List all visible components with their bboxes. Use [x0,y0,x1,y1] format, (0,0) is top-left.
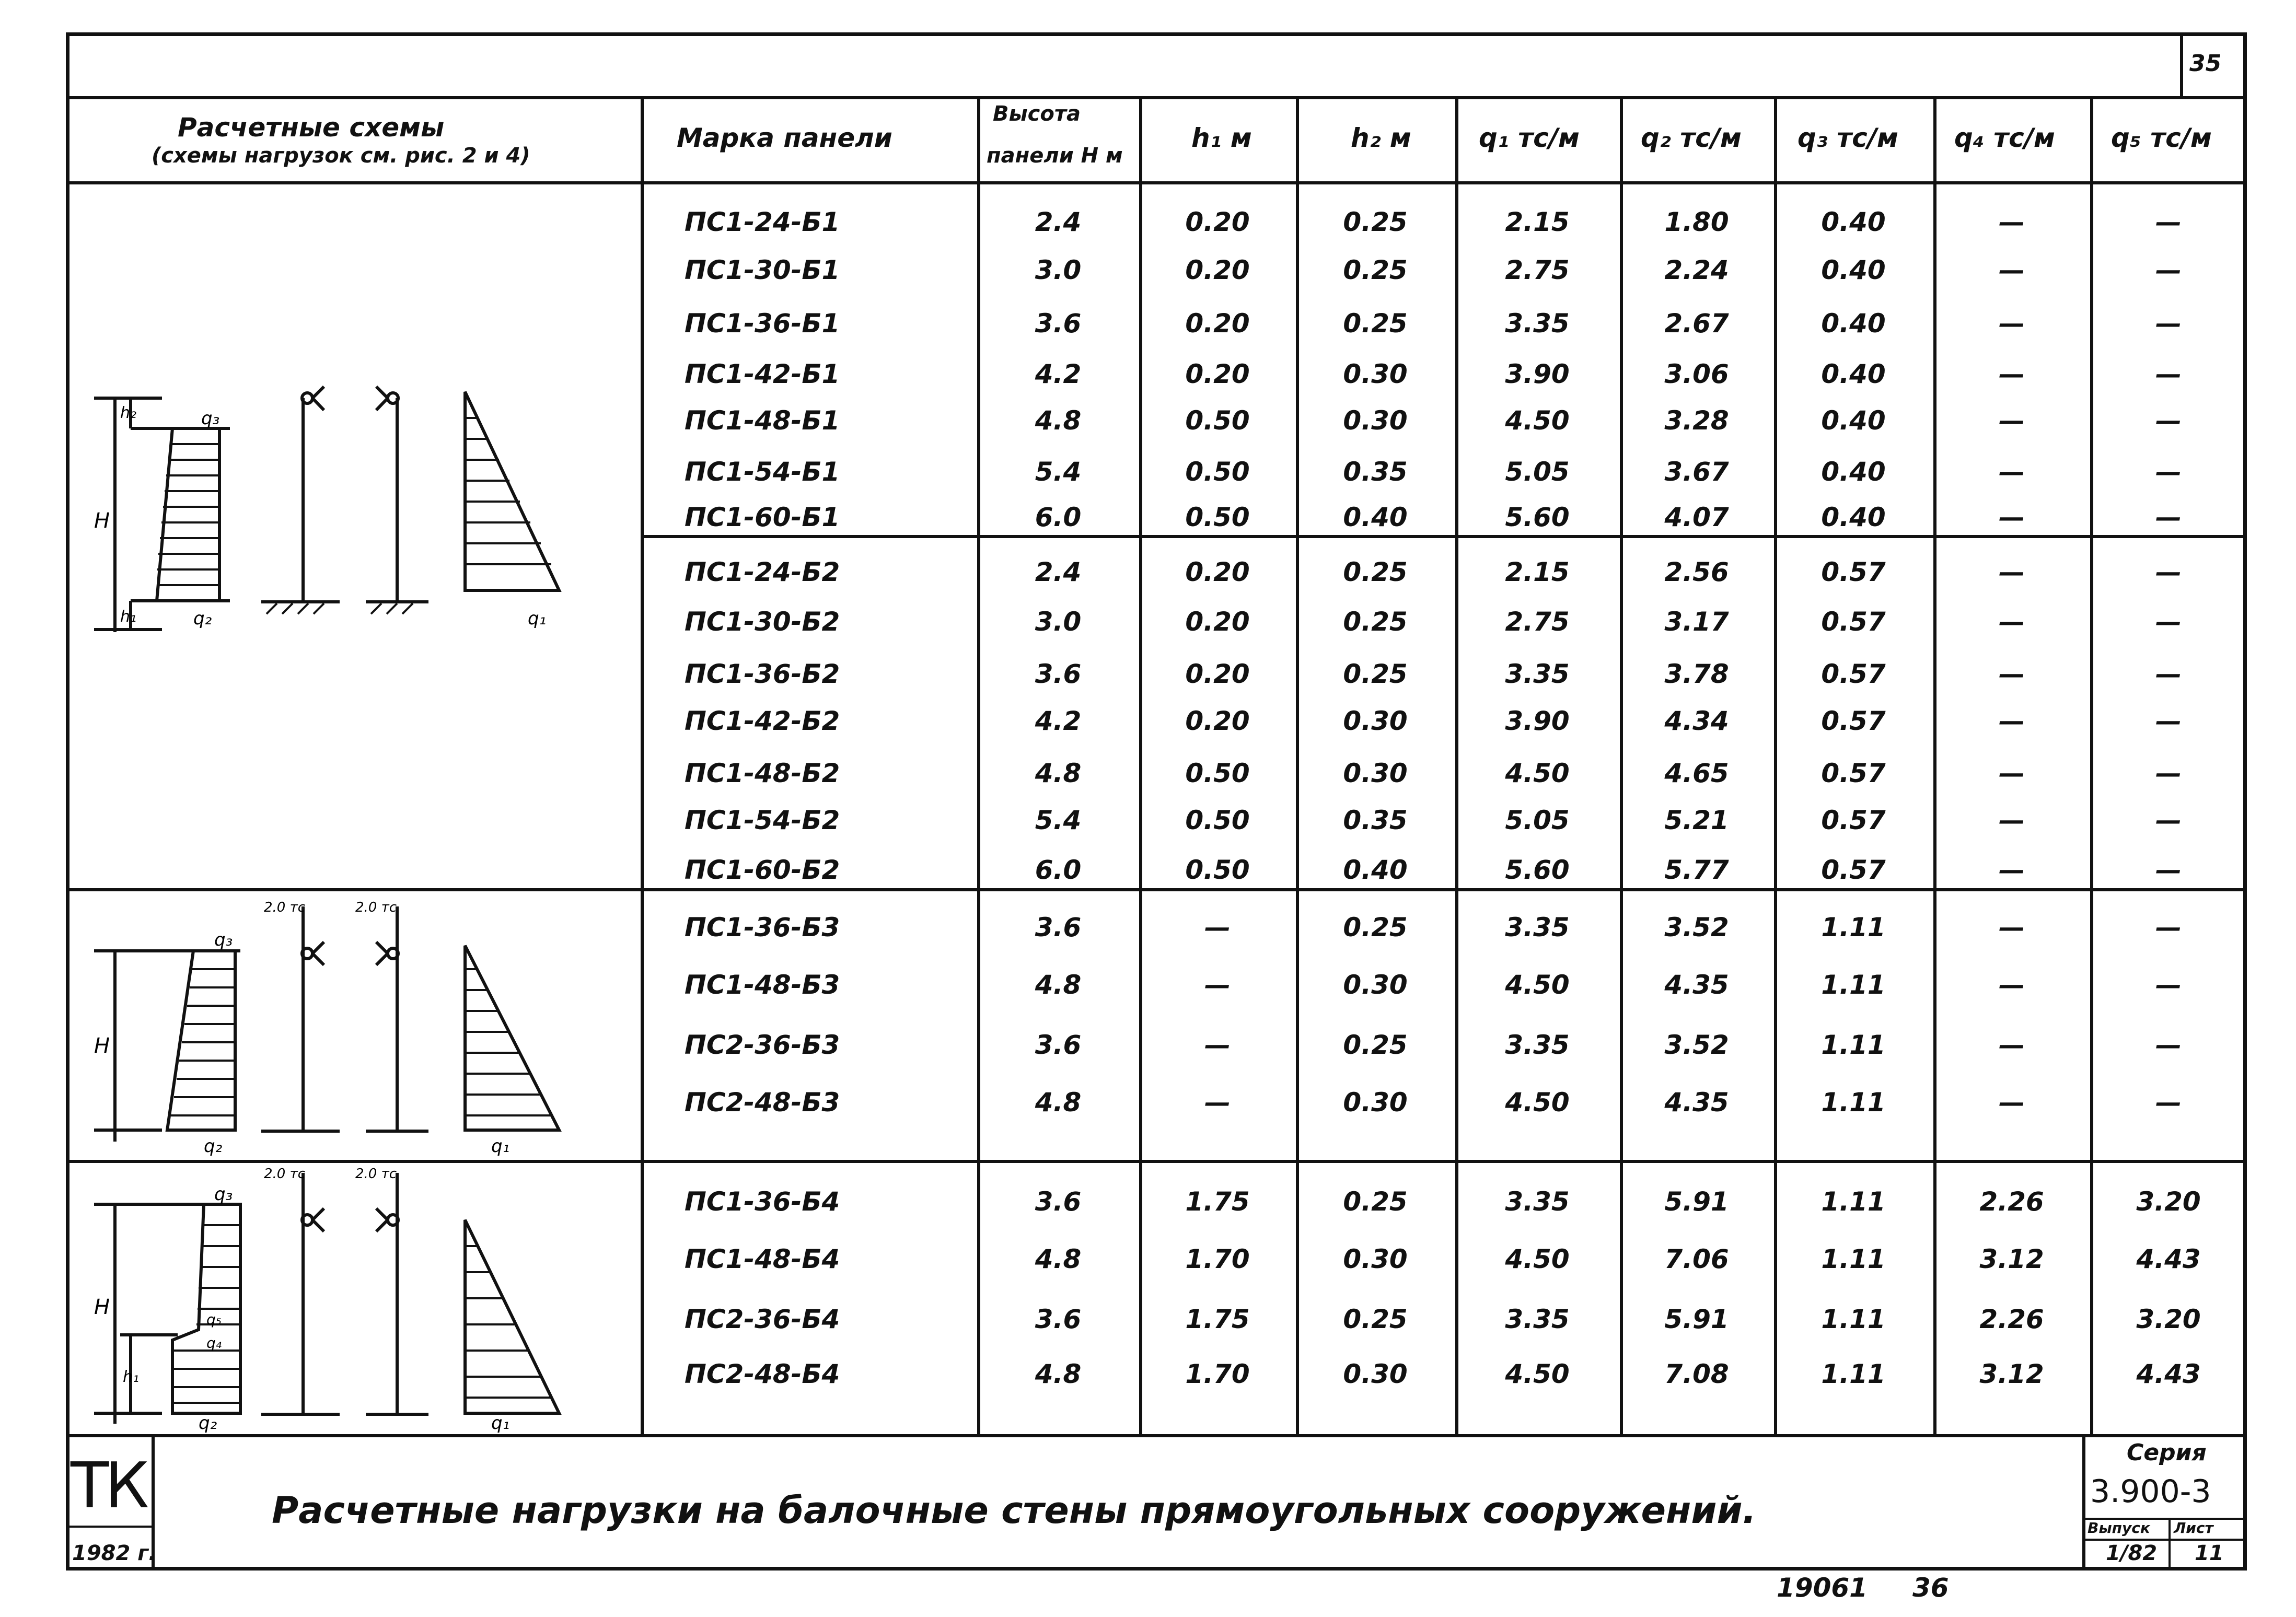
diagram-label-q1: q₁ [491,1413,510,1434]
value-cell-q1: 4.50 [1505,1087,1570,1118]
value-cell-q5: 4.43 [2136,1244,2201,1274]
value-cell-h1: — [1204,1087,1231,1118]
value-cell-h: 3.0 [1035,255,1082,285]
value-cell-h1: 0.50 [1185,855,1250,885]
panel-mark-cell: ПС1-48-Б2 [685,758,840,788]
value-cell-q1: 4.50 [1505,405,1570,436]
value-cell-q2: 3.52 [1664,1030,1729,1060]
panel-mark-cell: ПС1-48-Б4 [685,1244,840,1274]
value-cell-q1: 5.60 [1505,502,1570,532]
value-cell-q3: 0.57 [1821,607,1886,637]
value-cell-h1: 0.20 [1185,255,1250,285]
header-q1: q₁ тс/м [1479,123,1580,153]
header-schemes-sub: (схемы нагрузок см. рис. 2 и 4) [152,144,530,168]
value-cell-h: 3.6 [1035,1030,1082,1060]
value-cell-q4: — [1999,457,2025,487]
header-q4: q₄ тс/м [1954,123,2055,153]
value-cell-q2: 5.77 [1664,855,1729,885]
panel-mark-cell: ПС2-48-Б4 [685,1359,840,1389]
value-cell-q3: 0.40 [1821,405,1886,436]
value-cell-q5: — [2155,607,2182,637]
value-cell-q5: — [2155,405,2182,436]
col-line-h2 [1296,96,1299,1434]
scheme-diagram-b1-b2 [73,366,637,658]
value-cell-h1: 0.20 [1185,607,1250,637]
value-cell-q5: — [2155,912,2182,943]
value-cell-q2: 2.56 [1664,557,1729,587]
value-cell-q5: 3.20 [2136,1186,2201,1217]
value-cell-q1: 3.35 [1505,659,1570,689]
group-separator-3-4 [66,1160,2247,1163]
value-cell-q4: — [1999,359,2025,389]
value-cell-h2: 0.30 [1343,1087,1408,1118]
header-q2: q₂ тс/м [1641,123,1742,153]
diagram-label-force-left: 2.0 тс [264,1166,306,1182]
value-cell-q3: 0.57 [1821,805,1886,835]
value-cell-h1: — [1204,1030,1231,1060]
value-cell-q5: — [2155,659,2182,689]
value-cell-q2: 5.91 [1664,1304,1729,1334]
value-cell-q4: 2.26 [1979,1304,2044,1334]
value-cell-h: 3.6 [1035,1304,1082,1334]
value-cell-q1: 2.15 [1505,207,1570,237]
value-cell-h1: 0.20 [1185,308,1250,339]
header-schemes: Расчетные схемы [178,112,445,143]
value-cell-h1: 0.20 [1185,557,1250,587]
sheet-index: 11 [2195,1541,2224,1565]
value-cell-h2: 0.25 [1343,557,1408,587]
value-cell-q2: 5.91 [1664,1186,1729,1217]
value-cell-h2: 0.25 [1343,308,1408,339]
value-cell-h2: 0.30 [1343,758,1408,788]
panel-mark-cell: ПС1-36-Б3 [685,912,840,943]
value-cell-q2: 1.80 [1664,207,1729,237]
series-number: 3.900-3 [2090,1473,2211,1510]
value-cell-q5: — [2155,758,2182,788]
value-cell-q2: 4.34 [1664,706,1729,736]
value-cell-h2: 0.30 [1343,405,1408,436]
value-cell-h2: 0.25 [1343,1304,1408,1334]
col-line-q3 [1774,96,1777,1434]
tk-logo: ТК [71,1450,145,1522]
value-cell-h1: 0.50 [1185,758,1250,788]
value-cell-q5: — [2155,457,2182,487]
value-cell-q3: 0.40 [1821,457,1886,487]
value-cell-h2: 0.25 [1343,1186,1408,1217]
diagram-label-q3: q₃ [214,929,233,950]
value-cell-q1: 2.75 [1505,607,1570,637]
panel-mark-cell: ПС1-42-Б2 [685,706,840,736]
value-cell-q2: 4.35 [1664,1087,1729,1118]
value-cell-q5: — [2155,970,2182,1000]
value-cell-h: 5.4 [1035,805,1082,835]
value-cell-q5: — [2155,557,2182,587]
diagram-label-H: Н [94,1295,110,1319]
value-cell-h: 3.6 [1035,659,1082,689]
value-cell-q4: — [1999,557,2025,587]
value-cell-q3: 1.11 [1821,1244,1886,1274]
group-separator-2-3 [66,888,2247,891]
value-cell-q4: — [1999,659,2025,689]
value-cell-q5: 3.20 [2136,1304,2201,1334]
diagram-label-q3: q₃ [201,408,220,429]
header-bottom-line [66,181,2247,184]
diagram-label-h1: h₁ [120,608,137,626]
value-cell-q1: 5.60 [1505,855,1570,885]
header-mark: Марка панели [677,123,892,153]
scheme-diagram-b4 [73,1168,637,1432]
value-cell-h1: — [1204,912,1231,943]
col-line-height [977,96,980,1434]
page-number: 36 [1912,1573,1949,1603]
inventory-number: 19061 [1777,1573,1868,1603]
diagram-label-force-right: 2.0 тс [355,1166,397,1182]
value-cell-q2: 5.21 [1664,805,1729,835]
value-cell-q4: — [1999,706,2025,736]
value-cell-h: 3.6 [1035,308,1082,339]
value-cell-q3: 0.40 [1821,502,1886,532]
col-line-h1 [1139,96,1142,1434]
col-line-mark [641,96,644,1434]
value-cell-q4: — [1999,758,2025,788]
value-cell-h: 4.8 [1035,405,1082,436]
col-line-q4 [1933,96,1936,1434]
panel-mark-cell: ПС1-30-Б1 [685,255,840,285]
series-label: Серия [2127,1439,2207,1466]
value-cell-h: 2.4 [1035,207,1082,237]
issue-label: Выпуск [2088,1519,2150,1537]
title-year-divider [66,1526,152,1528]
panel-mark-cell: ПС2-48-Б3 [685,1087,840,1118]
value-cell-q4: 3.12 [1979,1244,2044,1274]
table-bottom-line [66,1434,2247,1437]
panel-mark-cell: ПС1-48-Б3 [685,970,840,1000]
diagram-label-H: Н [94,509,110,533]
value-cell-q5: — [2155,1030,2182,1060]
value-cell-h1: 0.50 [1185,457,1250,487]
value-cell-q4: — [1999,607,2025,637]
value-cell-h: 4.8 [1035,1244,1082,1274]
diagram-label-q2: q₂ [193,608,212,629]
value-cell-q1: 4.50 [1505,758,1570,788]
value-cell-q1: 4.50 [1505,970,1570,1000]
sheet-number: 35 [2189,50,2222,77]
panel-mark-cell: ПС1-36-Б2 [685,659,840,689]
value-cell-q2: 3.06 [1664,359,1729,389]
value-cell-h2: 0.25 [1343,912,1408,943]
value-cell-q5: 4.43 [2136,1359,2201,1389]
value-cell-h1: 1.70 [1185,1244,1250,1274]
title-issue-divider-v [2169,1518,2171,1571]
value-cell-q4: — [1999,855,2025,885]
value-cell-q5: — [2155,706,2182,736]
value-cell-q2: 7.08 [1664,1359,1729,1389]
value-cell-q3: 0.57 [1821,706,1886,736]
value-cell-h1: 0.50 [1185,502,1250,532]
value-cell-q4: — [1999,255,2025,285]
value-cell-h1: 0.20 [1185,207,1250,237]
value-cell-h: 3.6 [1035,912,1082,943]
value-cell-q1: 3.35 [1505,912,1570,943]
panel-mark-cell: ПС1-54-Б1 [685,457,840,487]
value-cell-q4: — [1999,1087,2025,1118]
value-cell-q1: 4.50 [1505,1359,1570,1389]
value-cell-q1: 5.05 [1505,457,1570,487]
value-cell-h: 2.4 [1035,557,1082,587]
drawing-title: Расчетные нагрузки на балочные стены прямоугольных сооружений. [272,1489,1757,1532]
value-cell-h2: 0.25 [1343,255,1408,285]
value-cell-h1: — [1204,970,1231,1000]
top-strip-line [66,96,2247,99]
header-q5: q₅ тс/м [2111,123,2212,153]
panel-mark-cell: ПС1-30-Б2 [685,607,840,637]
diagram-label-q3: q₃ [214,1184,233,1205]
value-cell-q3: 1.11 [1821,970,1886,1000]
value-cell-h: 3.0 [1035,607,1082,637]
header-h1: h₁ м [1191,123,1252,153]
value-cell-q2: 3.28 [1664,405,1729,436]
value-cell-q5: — [2155,207,2182,237]
value-cell-q5: — [2155,805,2182,835]
header-q3: q₃ тс/м [1798,123,1898,153]
value-cell-h: 3.6 [1035,1186,1082,1217]
diagram-label-force-left: 2.0 тс [264,900,306,915]
value-cell-q4: — [1999,970,2025,1000]
value-cell-q3: 1.11 [1821,1304,1886,1334]
value-cell-h2: 0.30 [1343,359,1408,389]
value-cell-q1: 3.90 [1505,706,1570,736]
value-cell-q4: — [1999,912,2025,943]
value-cell-h: 5.4 [1035,457,1082,487]
panel-mark-cell: ПС1-36-Б4 [685,1186,840,1217]
value-cell-q4: — [1999,502,2025,532]
value-cell-h2: 0.25 [1343,607,1408,637]
value-cell-q3: 0.57 [1821,758,1886,788]
value-cell-q1: 4.50 [1505,1244,1570,1274]
title-issue-divider-h [2082,1539,2247,1541]
value-cell-h: 6.0 [1035,855,1082,885]
value-cell-q1: 3.35 [1505,1186,1570,1217]
header-height-bottom: панели Н м [987,144,1123,168]
diagram-label-q2: q₂ [204,1136,223,1157]
panel-mark-cell: ПС1-54-Б2 [685,805,840,835]
value-cell-q4: — [1999,805,2025,835]
panel-mark-cell: ПС1-24-Б1 [685,207,840,237]
value-cell-h: 4.2 [1035,359,1082,389]
value-cell-q3: 0.57 [1821,855,1886,885]
value-cell-q1: 2.75 [1505,255,1570,285]
value-cell-q3: 0.40 [1821,308,1886,339]
value-cell-h2: 0.30 [1343,970,1408,1000]
diagram-label-force-right: 2.0 тс [355,900,397,915]
value-cell-q4: — [1999,308,2025,339]
value-cell-h2: 0.25 [1343,207,1408,237]
value-cell-h2: 0.30 [1343,1359,1408,1389]
diagram-label-h1: h₁ [123,1368,140,1386]
value-cell-h: 4.8 [1035,1359,1082,1389]
panel-mark-cell: ПС1-48-Б1 [685,405,840,436]
value-cell-q3: 0.40 [1821,207,1886,237]
value-cell-h1: 0.20 [1185,706,1250,736]
diagram-label-q2: q₂ [199,1413,217,1434]
value-cell-h: 4.8 [1035,970,1082,1000]
diagram-label-h2: h₂ [120,404,137,422]
value-cell-q5: — [2155,1087,2182,1118]
panel-mark-cell: ПС2-36-Б3 [685,1030,840,1060]
panel-mark-cell: ПС1-36-Б1 [685,308,840,339]
value-cell-q3: 0.40 [1821,359,1886,389]
value-cell-q2: 4.07 [1664,502,1729,532]
header-h2: h₂ м [1351,123,1411,153]
title-year: 1982 г. [72,1541,157,1565]
value-cell-q2: 3.78 [1664,659,1729,689]
diagram-label-q1: q₁ [491,1136,510,1157]
scheme-diagram-b3 [73,896,637,1157]
value-cell-q2: 3.52 [1664,912,1729,943]
value-cell-q3: 0.40 [1821,255,1886,285]
value-cell-q2: 3.17 [1664,607,1729,637]
value-cell-q2: 2.24 [1664,255,1729,285]
value-cell-q4: 2.26 [1979,1186,2044,1217]
panel-mark-cell: ПС1-42-Б1 [685,359,840,389]
diagram-label-q4: q₄ [206,1334,222,1352]
value-cell-h2: 0.40 [1343,502,1408,532]
value-cell-q2: 2.67 [1664,308,1729,339]
value-cell-h1: 0.50 [1185,805,1250,835]
issue-number: 1/82 [2106,1541,2158,1565]
value-cell-q3: 1.11 [1821,1087,1886,1118]
value-cell-q4: — [1999,405,2025,436]
value-cell-q5: — [2155,308,2182,339]
value-cell-q2: 3.67 [1664,457,1729,487]
col-line-q5 [2090,96,2093,1434]
panel-mark-cell: ПС1-60-Б2 [685,855,840,885]
value-cell-q3: 1.11 [1821,1359,1886,1389]
value-cell-h1: 1.70 [1185,1359,1250,1389]
value-cell-q5: — [2155,502,2182,532]
value-cell-h1: 1.75 [1185,1186,1250,1217]
value-cell-h1: 0.50 [1185,405,1250,436]
diagram-label-H: Н [94,1034,110,1058]
value-cell-q1: 3.90 [1505,359,1570,389]
value-cell-q4: — [1999,1030,2025,1060]
group-separator-1-2 [641,535,2247,538]
value-cell-h2: 0.30 [1343,1244,1408,1274]
sheet-number-divider [2180,32,2183,96]
value-cell-q2: 4.35 [1664,970,1729,1000]
sheet-label: Лист [2174,1519,2213,1537]
value-cell-q3: 0.57 [1821,557,1886,587]
value-cell-h2: 0.35 [1343,457,1408,487]
value-cell-h: 4.2 [1035,706,1082,736]
value-cell-h2: 0.30 [1343,706,1408,736]
value-cell-q3: 1.11 [1821,912,1886,943]
value-cell-h: 4.8 [1035,758,1082,788]
panel-mark-cell: ПС1-24-Б2 [685,557,840,587]
value-cell-q1: 3.35 [1505,1304,1570,1334]
value-cell-h1: 0.20 [1185,659,1250,689]
value-cell-q3: 1.11 [1821,1186,1886,1217]
value-cell-q3: 0.57 [1821,659,1886,689]
panel-mark-cell: ПС2-36-Б4 [685,1304,840,1334]
value-cell-q1: 2.15 [1505,557,1570,587]
value-cell-h2: 0.40 [1343,855,1408,885]
value-cell-q4: 3.12 [1979,1359,2044,1389]
value-cell-q5: — [2155,255,2182,285]
value-cell-q5: — [2155,359,2182,389]
col-line-q1 [1455,96,1458,1434]
diagram-label-q5: q₅ [206,1311,222,1328]
value-cell-h1: 0.20 [1185,359,1250,389]
value-cell-q3: 1.11 [1821,1030,1886,1060]
value-cell-h2: 0.25 [1343,659,1408,689]
diagram-label-q1: q₁ [528,608,547,629]
value-cell-h1: 1.75 [1185,1304,1250,1334]
value-cell-q2: 7.06 [1664,1244,1729,1274]
value-cell-h: 4.8 [1035,1087,1082,1118]
value-cell-q2: 4.65 [1664,758,1729,788]
value-cell-q1: 3.35 [1505,308,1570,339]
title-series-divider [2082,1434,2085,1571]
value-cell-q1: 3.35 [1505,1030,1570,1060]
col-line-q2 [1620,96,1623,1434]
value-cell-h2: 0.25 [1343,1030,1408,1060]
value-cell-h: 6.0 [1035,502,1082,532]
value-cell-q1: 5.05 [1505,805,1570,835]
value-cell-q5: — [2155,855,2182,885]
value-cell-h2: 0.35 [1343,805,1408,835]
panel-mark-cell: ПС1-60-Б1 [685,502,840,532]
value-cell-q4: — [1999,207,2025,237]
header-height-top: Высота [993,102,1081,126]
